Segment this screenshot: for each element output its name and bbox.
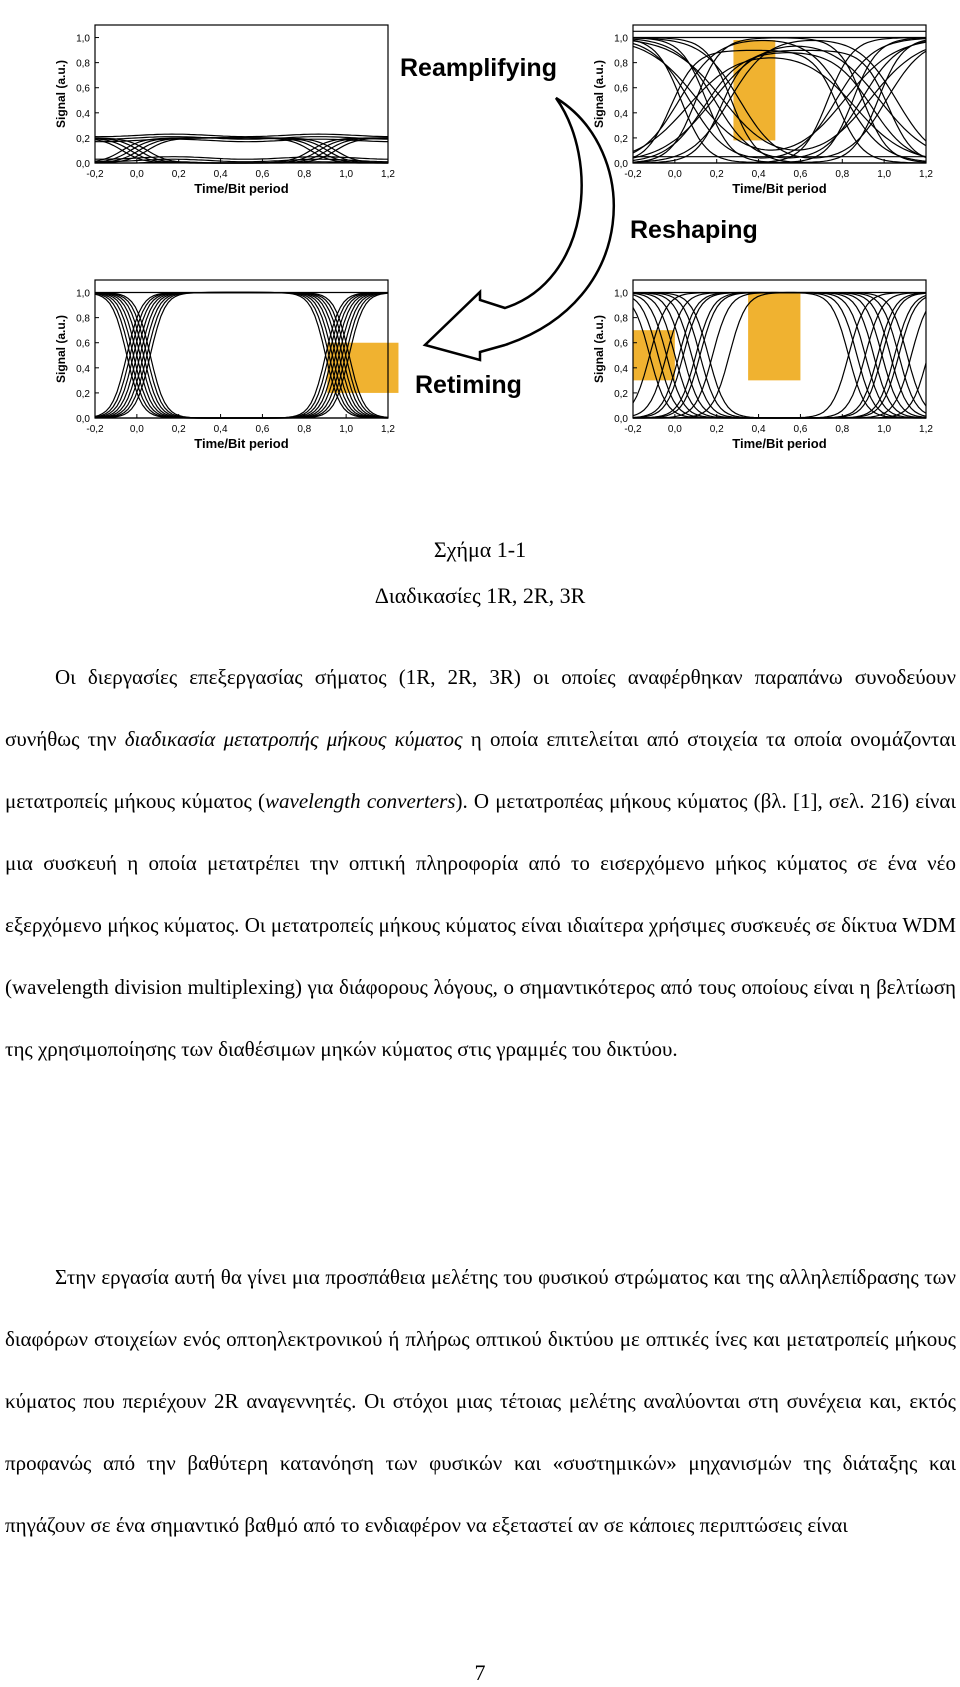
x-tick-label: 1,2 <box>919 424 933 435</box>
x-tick-label: -0,2 <box>86 169 104 180</box>
eye-traces <box>95 134 388 163</box>
x-tick-label: 1,2 <box>381 169 395 180</box>
paragraph-1-part-1: Οι διεργασίες επεξεργασίας σήματος (1R, 2R, 3R) οι οποίες αναφέρθηκαν παραπάνω συνοδεύουν συνήθως την <box>5 665 956 751</box>
x-tick-label: 0,0 <box>129 169 144 180</box>
y-tick-label: 0,6 <box>614 83 628 95</box>
x-tick-label: 0,4 <box>751 169 766 180</box>
paragraph-2: Στην εργασία αυτή θα γίνει μια προσπάθεια μελέτης του φυσικού στρώματος και της αλληλεπίδρασης των διαφόρων στοιχείων ενός οπτοηλεκτρονικού ή πλήρως οπτικού δικτύου με οπτικές ίνες και μετατροπείς μήκους κύματος που περιέχουν 2R αναγεννητές. Οι στόχοι μιας τέτοιας μελέτης αναλύονται στη συνέχεια και, εκτός προφανώς από την βαθύτερη κατανόηση των φυσικών και «συστημικών» μηχανισμών της διάταξης και πηγάζουν σε ένα σημαντικό βαθμό από το ενδιαφέρον να εξεταστεί αν σε κάποιες περιπτώσεις είναι <box>5 1265 956 1537</box>
highlight-region <box>733 40 775 140</box>
y-axis-label: Signal (a.u.) <box>592 59 606 129</box>
eye-panel-bottom-left <box>54 280 398 451</box>
y-tick-label: 1,0 <box>76 288 90 300</box>
x-tick-label: 0,6 <box>793 169 808 180</box>
eye-trace <box>633 38 926 162</box>
y-axis-label: Signal (a.u.) <box>592 314 606 384</box>
x-tick-label: 1,0 <box>877 424 892 435</box>
x-tick-label: 0,2 <box>709 169 724 180</box>
x-tick-label: 1,0 <box>339 424 354 435</box>
x-tick-label: 0,8 <box>835 169 850 180</box>
x-tick-label: 0,2 <box>171 169 186 180</box>
y-tick-label: 0,4 <box>614 363 628 375</box>
figure-caption-number: Σχήμα 1-1 <box>433 537 527 562</box>
y-tick-label: 0,0 <box>614 414 628 425</box>
y-tick-label: 1,0 <box>76 33 90 45</box>
eye-trace <box>95 134 388 137</box>
y-tick-label: 0,2 <box>76 133 90 145</box>
y-tick-label: 0,0 <box>76 414 90 425</box>
x-tick-label: -0,2 <box>624 169 642 180</box>
x-tick-label: -0,2 <box>86 424 104 435</box>
y-axis-label: Signal (a.u.) <box>54 59 68 129</box>
x-tick-label: 0,8 <box>297 169 312 180</box>
x-tick-label: 1,0 <box>339 169 354 180</box>
x-tick-label: -0,2 <box>624 424 642 435</box>
eye-trace <box>633 41 926 150</box>
y-tick-label: 0,6 <box>614 338 628 350</box>
x-tick-label: 1,0 <box>877 169 892 180</box>
y-tick-label: 0,0 <box>614 159 628 170</box>
y-tick-label: 0,4 <box>76 363 90 375</box>
highlight-region <box>633 330 675 380</box>
paragraph-1-italic-1: διαδικασία μετατροπής μήκους κύματος <box>124 727 463 751</box>
x-axis-label: Time/Bit period <box>194 436 289 451</box>
y-axis-label: Signal (a.u.) <box>54 314 68 384</box>
y-tick-label: 0,2 <box>614 133 628 145</box>
arrow-shape <box>425 98 614 360</box>
eye-traces <box>633 31 926 163</box>
paragraph-1-italic-2: wavelength converters <box>265 789 456 813</box>
x-tick-label: 0,8 <box>835 424 850 435</box>
x-tick-label: 0,6 <box>793 424 808 435</box>
x-tick-label: 0,2 <box>171 424 186 435</box>
y-tick-label: 0,8 <box>614 313 628 325</box>
figure-caption-title: Διαδικασίες 1R, 2R, 3R <box>374 583 586 608</box>
x-tick-label: 0,0 <box>667 424 682 435</box>
x-tick-label: 0,0 <box>129 424 144 435</box>
paragraph-1-part-3: ). Ο μετατροπέας μήκους κύματος (βλ. [1], σελ. 216) είναι μια συσκευή η οποία μετατρέπει την οπτική πληροφορία από το εισερχόμενο μήκος κύματος σε ένα νέο εξερχόμενο μήκος κύματος. Οι μετατροπείς μήκους κύματος είναι ιδιαίτερα χρήσιμες συσκευές σε δίκτυα WDM (wavelength division multiplexing) για διάφορους λόγους, ο σημαντικότερος από τους οποίους είναι η βελτίωση της χρησιμοποίησης των διαθέσιμων μηκών κύματος στις γραμμές του δικτύου. <box>5 789 956 1061</box>
figure-1-1 <box>0 0 960 470</box>
x-tick-label: 0,4 <box>213 424 228 435</box>
label-reshaping: Reshaping <box>630 216 758 244</box>
x-axis-label: Time/Bit period <box>732 181 827 196</box>
y-tick-label: 0,6 <box>76 83 90 95</box>
x-tick-label: 1,2 <box>919 169 933 180</box>
x-tick-label: 0,2 <box>709 424 724 435</box>
curved-arrow <box>425 98 614 360</box>
x-axis-label: Time/Bit period <box>732 436 827 451</box>
y-tick-label: 1,0 <box>614 33 628 45</box>
x-tick-label: 0,6 <box>255 424 270 435</box>
eye-trace <box>633 38 926 163</box>
y-tick-label: 0,8 <box>76 58 90 70</box>
y-tick-label: 1,0 <box>614 288 628 300</box>
y-tick-label: 0,4 <box>76 108 90 120</box>
y-tick-label: 0,4 <box>614 108 628 120</box>
eye-panel-top-right <box>592 25 933 196</box>
page-number: 7 <box>474 1660 486 1685</box>
y-tick-label: 0,8 <box>76 313 90 325</box>
y-tick-label: 0,2 <box>76 388 90 400</box>
x-tick-label: 0,8 <box>297 424 312 435</box>
highlight-region <box>748 293 800 381</box>
label-retiming: Retiming <box>415 371 522 399</box>
x-tick-label: 0,4 <box>213 169 228 180</box>
x-axis-label: Time/Bit period <box>194 181 289 196</box>
paragraph-1 <box>5 646 956 1080</box>
x-tick-label: 0,0 <box>667 169 682 180</box>
eye-panel-bottom-right <box>592 280 933 451</box>
eye-trace <box>633 38 926 163</box>
y-tick-label: 0,0 <box>76 159 90 170</box>
y-tick-label: 0,8 <box>614 58 628 70</box>
label-reamplifying: Reamplifying <box>400 54 557 82</box>
x-tick-label: 0,4 <box>751 424 766 435</box>
eye-trace <box>633 38 926 162</box>
x-tick-label: 0,6 <box>255 169 270 180</box>
y-tick-label: 0,2 <box>614 388 628 400</box>
paragraph-1-part-2: η οποία επιτελείται από στοιχεία τα οποία ονομάζονται μετατροπείς μήκους κύματος ( <box>5 727 956 813</box>
y-tick-label: 0,6 <box>76 338 90 350</box>
x-tick-label: 1,2 <box>381 424 395 435</box>
eye-panel-top-left <box>54 25 395 196</box>
